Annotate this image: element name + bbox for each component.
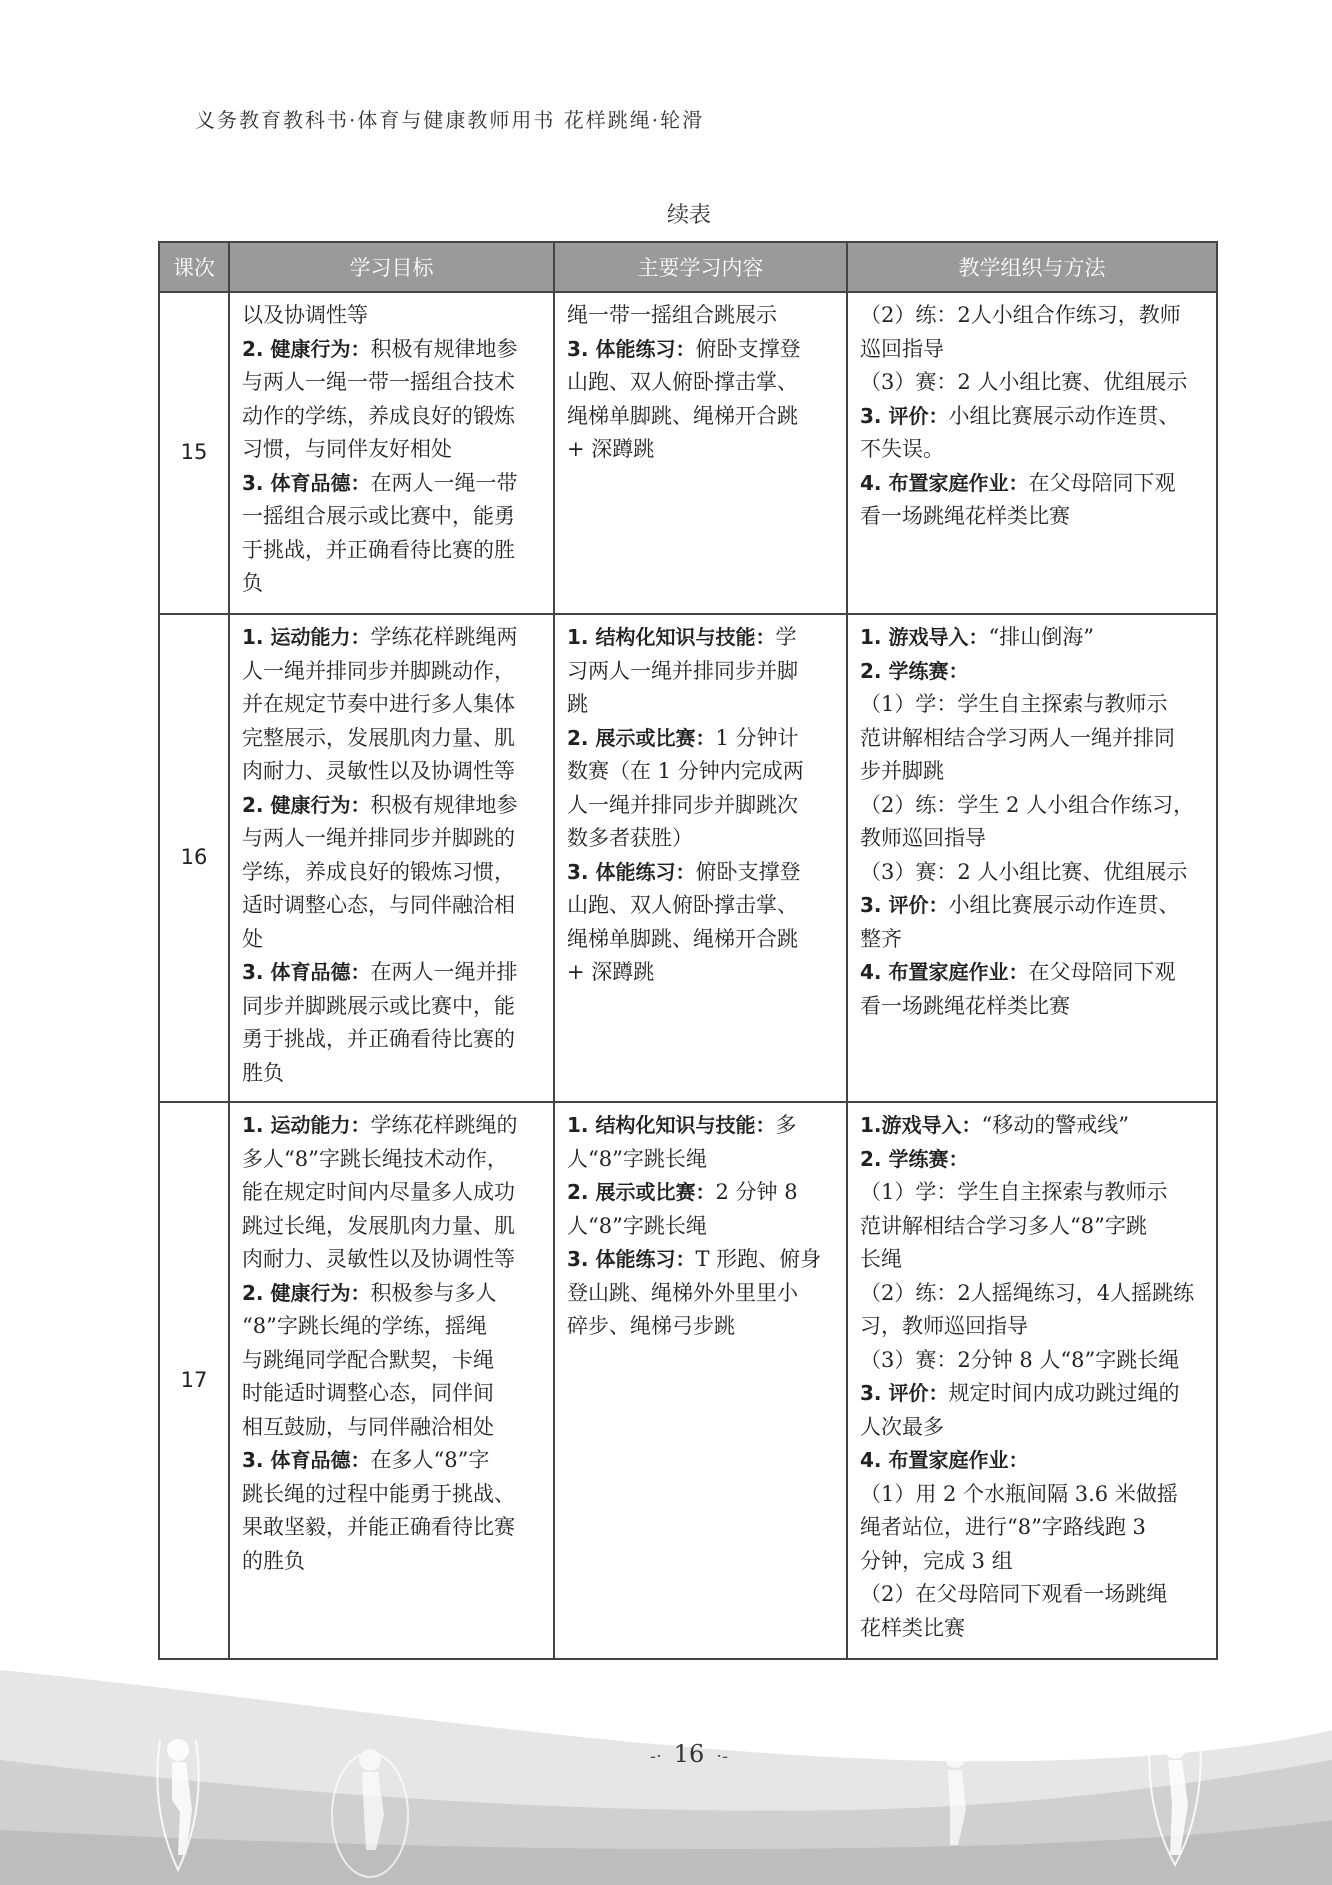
line-text: 完整展示，发展肌肉力量、肌 [242, 725, 515, 750]
line-text: 教师巡回指导 [860, 826, 986, 850]
cell-line [242, 1210, 541, 1244]
line-text: “移动的警戒线” [981, 1113, 1129, 1137]
cell-line [860, 467, 1204, 501]
cell-line [860, 1444, 1204, 1478]
line-text: 胜负 [242, 1060, 284, 1085]
cell-line [242, 1176, 541, 1210]
cell-line [860, 856, 1204, 890]
line-label: 4. 布置家庭作业： [860, 470, 1029, 495]
cell-methods [847, 614, 1217, 1102]
line-text: 人一绳并排同步并脚跳次 [567, 792, 798, 817]
cell-line [242, 333, 541, 367]
line-label: 2. 健康行为： [242, 1280, 371, 1305]
cell-line [567, 1243, 834, 1277]
cell-line [242, 621, 541, 655]
line-text: 与两人一绳一带一摇组合技术 [242, 370, 515, 394]
cell-line [860, 789, 1204, 823]
cell-line [860, 1277, 1204, 1311]
cell-line [242, 467, 541, 501]
line-label: 1. 运动能力： [242, 1113, 371, 1137]
cell-line [242, 1109, 541, 1143]
cell-line [242, 534, 541, 568]
line-label: 2. 健康行为： [242, 336, 371, 361]
cell-line [860, 923, 1204, 957]
line-label: 1.游戏导入： [860, 1113, 982, 1137]
line-text: 与跳绳同学配合默契，卡绳 [242, 1347, 494, 1372]
cell-line [860, 1578, 1204, 1612]
cell-line [860, 500, 1204, 534]
cell-line [242, 1411, 541, 1445]
line-label: 4. 布置家庭作业： [860, 960, 1029, 984]
cell-line [242, 1277, 541, 1311]
cell-line [860, 1344, 1204, 1378]
line-label: 3. 评价： [860, 893, 949, 917]
cell-line [860, 1243, 1204, 1277]
line-label: 3. 体能练习： [567, 859, 696, 884]
cell-line [860, 655, 1204, 689]
line-label: 2. 健康行为： [242, 792, 371, 817]
line-text: 不失误。 [860, 437, 944, 461]
cell-line [242, 567, 541, 601]
line-text: 分钟，完成 3 组 [860, 1548, 1013, 1573]
cell-line [860, 1143, 1204, 1177]
cell-line [860, 1210, 1204, 1244]
line-text: 同步并脚跳展示或比赛中，能 [242, 993, 515, 1018]
line-text: 学练花样跳绳的 [370, 1113, 518, 1137]
cell-line [860, 621, 1204, 655]
cell-line [242, 789, 541, 823]
cell-line [860, 433, 1204, 467]
cell-line [242, 1243, 541, 1277]
cell-line [567, 299, 834, 333]
line-text: + 深蹲跳 [567, 960, 655, 984]
line-text: 于挑战，并正确看待比赛的胜 [242, 537, 515, 562]
table-row [159, 614, 1217, 1102]
cell-line [567, 755, 834, 789]
line-text: 在两人一绳并排 [370, 960, 518, 984]
line-label: 2. 展示或比赛： [567, 725, 716, 750]
cell-line [567, 856, 834, 890]
line-text: 跳过长绳，发展肌肉力量、肌 [242, 1213, 515, 1238]
line-text: （2）练：2人摇绳练习，4人摇跳练 [860, 1280, 1195, 1305]
col-header-goals: 学习目标 [229, 242, 554, 292]
line-text: 在父母陪同下观 [1028, 470, 1176, 495]
table-header-row [159, 242, 1217, 292]
table-row [159, 1102, 1217, 1659]
line-text: 跳长绳的过程中能勇于挑战、 [242, 1481, 515, 1506]
line-text: （1）学：学生自主探索与教师示 [860, 1180, 1168, 1204]
line-text: 数赛（在 1 分钟内完成两 [567, 759, 804, 783]
line-text: 并在规定节奏中进行多人集体 [242, 692, 515, 716]
line-label: 1. 结构化知识与技能： [567, 625, 776, 649]
line-text: 能在规定时间内尽量多人成功 [242, 1180, 515, 1204]
cell-line [242, 889, 541, 923]
line-text: 一摇组合展示或比赛中，能勇 [242, 504, 515, 528]
cell-line [860, 755, 1204, 789]
line-text: （2）练：2人小组合作练习，教师 [860, 303, 1181, 327]
cell-line [242, 1511, 541, 1545]
cell-line [860, 1545, 1204, 1579]
line-label: 1. 结构化知识与技能： [567, 1113, 776, 1137]
line-text: 肉耐力、灵敏性以及协调性等 [242, 1247, 515, 1271]
table-caption: 续表 [666, 203, 711, 228]
line-text: 步并脚跳 [860, 759, 944, 783]
line-label: 3. 体育品德： [242, 1448, 371, 1472]
cell-content [554, 1102, 847, 1659]
line-text: 积极有规律地参 [370, 336, 518, 361]
cell-line [242, 1344, 541, 1378]
line-text: 习，教师巡回指导 [860, 1314, 1028, 1338]
line-text: 时能适时调整心态，同伴间 [242, 1381, 494, 1405]
line-text: 登山跳、绳梯外外里里小 [567, 1280, 798, 1305]
cell-line [242, 500, 541, 534]
line-text: 人“8”字跳长绳 [567, 1146, 707, 1171]
cell-content [554, 614, 847, 1102]
lesson-number: 17 [159, 1102, 229, 1659]
cell-line [567, 400, 834, 434]
line-text: 适时调整心态，与同伴融洽相 [242, 893, 515, 917]
line-text: 积极参与多人 [370, 1280, 497, 1305]
line-text: （2）练：学生 2 人小组合作练习， [860, 792, 1195, 817]
line-text: 看一场跳绳花样类比赛 [860, 504, 1070, 528]
line-text: 学练花样跳绳两 [370, 625, 518, 649]
cell-line [242, 856, 541, 890]
line-text: （1）学：学生自主探索与教师示 [860, 692, 1168, 716]
line-text: 碎步、绳梯弓步跳 [567, 1314, 735, 1338]
line-text: 勇于挑战，并正确看待比赛的 [242, 1027, 515, 1051]
line-label: 2. 学练赛： [860, 1146, 969, 1171]
line-text: 果敢坚毅，并能正确看待比赛 [242, 1515, 515, 1539]
line-text: 巡回指导 [860, 336, 944, 361]
cell-line [242, 755, 541, 789]
cell-methods [847, 292, 1217, 614]
line-text: 俯卧支撑登 [695, 336, 801, 361]
cell-line [860, 990, 1204, 1024]
cell-line [860, 333, 1204, 367]
cell-line [860, 1310, 1204, 1344]
line-label: 3. 评价： [860, 1381, 949, 1405]
cell-line [242, 688, 541, 722]
line-text: 规定时间内成功跳过绳的 [948, 1381, 1180, 1405]
line-text: 在两人一绳一带 [370, 470, 518, 495]
line-text: 与两人一绳并排同步并脚跳的 [242, 826, 515, 850]
line-text: “8”字跳长绳的学练，摇绳 [242, 1314, 487, 1338]
lesson-number: 15 [159, 292, 229, 614]
cell-line [242, 1545, 541, 1579]
cell-line [242, 1143, 541, 1177]
line-text: 习两人一绳并排同步并脚 [567, 658, 798, 683]
cell-line [860, 299, 1204, 333]
line-text: （3）赛：2 人小组比赛、优组展示 [860, 859, 1188, 884]
line-text: 整齐 [860, 926, 902, 951]
cell-line [242, 1023, 541, 1057]
cell-line [567, 366, 834, 400]
col-header-lesson: 课次 [159, 242, 229, 292]
cell-line [860, 956, 1204, 990]
cell-line [242, 1377, 541, 1411]
line-text: 山跑、双人俯卧撑击掌、 [567, 893, 798, 917]
line-text: 负 [242, 571, 263, 595]
line-text: 处 [242, 926, 263, 951]
line-text: （3）赛：2分钟 8 人“8”字跳长绳 [860, 1347, 1180, 1372]
line-text: 积极有规律地参 [370, 792, 518, 817]
cell-line [242, 433, 541, 467]
cell-line [242, 1310, 541, 1344]
cell-line [860, 1176, 1204, 1210]
cell-line [242, 990, 541, 1024]
page-dash-right: ·- [716, 1746, 729, 1767]
line-text: 学练，养成良好的锻炼习惯， [242, 859, 515, 884]
line-text: 在多人“8”字 [370, 1448, 490, 1472]
cell-line [567, 722, 834, 756]
cell-line [567, 822, 834, 856]
line-text: 小组比赛展示动作连贯、 [948, 893, 1180, 917]
cell-line [860, 722, 1204, 756]
cell-line [242, 722, 541, 756]
page-number-row [0, 1740, 1332, 1768]
cell-line [242, 956, 541, 990]
cell-content [554, 292, 847, 614]
cell-line [860, 822, 1204, 856]
line-label: 3. 评价： [860, 403, 949, 428]
cell-line [242, 299, 541, 333]
line-text: 以及协调性等 [242, 303, 368, 327]
cell-line [242, 1444, 541, 1478]
line-text: 肉耐力、灵敏性以及协调性等 [242, 759, 515, 783]
line-text: 绳梯单脚跳、绳梯开合跳 [567, 403, 798, 428]
table-row [159, 292, 1217, 614]
line-text: 人次最多 [860, 1414, 944, 1439]
line-text: （3）赛：2 人小组比赛、优组展示 [860, 370, 1188, 394]
cell-line [860, 688, 1204, 722]
line-text: 绳梯单脚跳、绳梯开合跳 [567, 926, 798, 951]
cell-line [860, 1478, 1204, 1512]
line-label: 3. 体育品德： [242, 960, 371, 984]
cell-line [860, 1377, 1204, 1411]
line-text: 花样类比赛 [860, 1615, 965, 1640]
page-number: 16 [673, 1740, 705, 1768]
line-label: 2. 展示或比赛： [567, 1180, 716, 1204]
line-text: 在父母陪同下观 [1028, 960, 1176, 984]
line-text: “排山倒海” [988, 625, 1094, 649]
line-text: 绳一带一摇组合跳展示 [567, 303, 777, 327]
cell-line [567, 1310, 834, 1344]
cell-line [567, 956, 834, 990]
line-text: T 形跑、俯身 [695, 1247, 822, 1271]
col-header-content: 主要学习内容 [554, 242, 847, 292]
cell-line [567, 1143, 834, 1177]
line-text: 人一绳并排同步并脚跳动作， [242, 658, 515, 683]
cell-line [860, 889, 1204, 923]
cell-line [860, 1109, 1204, 1143]
line-text: 相互鼓励，与同伴融洽相处 [242, 1414, 494, 1439]
cell-line [567, 621, 834, 655]
line-label: 1. 游戏导入： [860, 625, 989, 649]
cell-line [567, 789, 834, 823]
line-text: 绳者站位，进行“8”字路线跑 3 [860, 1515, 1146, 1539]
line-text: 1 分钟计 [715, 725, 799, 750]
cell-line [242, 822, 541, 856]
cell-line [242, 655, 541, 689]
line-text: 长绳 [860, 1247, 902, 1271]
table-body [159, 292, 1217, 1659]
cell-line [242, 1057, 541, 1091]
cell-line [567, 1109, 834, 1143]
lesson-table [158, 241, 1218, 1660]
line-text: （1）用 2 个水瓶间隔 3.6 米做摇 [860, 1481, 1178, 1506]
cell-line [242, 923, 541, 957]
running-header: 义务教育教科书·体育与健康教师用书 花样跳绳·轮滑 [195, 108, 705, 132]
cell-line [567, 889, 834, 923]
cell-line [242, 366, 541, 400]
line-text: 跳 [567, 692, 588, 716]
line-label: 1. 运动能力： [242, 625, 371, 649]
cell-line [860, 1511, 1204, 1545]
line-text: + 深蹲跳 [567, 437, 655, 461]
line-label: 2. 学练赛： [860, 658, 969, 683]
line-text: （2）在父母陪同下观看一场跳绳 [860, 1582, 1168, 1606]
cell-line [567, 1176, 834, 1210]
cell-goals [229, 292, 554, 614]
cell-line [567, 655, 834, 689]
line-text: 范讲解相结合学习两人一绳并排同 [860, 725, 1175, 750]
line-label: 4. 布置家庭作业： [860, 1448, 1029, 1472]
cell-line [567, 1210, 834, 1244]
line-text: 多人“8”字跳长绳技术动作， [242, 1146, 508, 1171]
line-label: 3. 体能练习： [567, 1247, 696, 1271]
cell-line [242, 400, 541, 434]
col-header-methods: 教学组织与方法 [847, 242, 1217, 292]
cell-goals [229, 614, 554, 1102]
line-label: 3. 体育品德： [242, 470, 371, 495]
cell-line [567, 923, 834, 957]
line-text: 人“8”字跳长绳 [567, 1213, 707, 1238]
line-text: 山跑、双人俯卧撑击掌、 [567, 370, 798, 394]
line-text: 数多者获胜） [567, 826, 693, 850]
line-text: 看一场跳绳花样类比赛 [860, 993, 1070, 1018]
line-text: 动作的学练，养成良好的锻炼 [242, 403, 515, 428]
page-dash-left: -· [649, 1746, 662, 1767]
cell-line [567, 333, 834, 367]
cell-line [860, 1411, 1204, 1445]
cell-line [567, 688, 834, 722]
cell-goals [229, 1102, 554, 1659]
cell-line [860, 366, 1204, 400]
line-text: 小组比赛展示动作连贯、 [948, 403, 1180, 428]
cell-line [567, 433, 834, 467]
line-label: 3. 体能练习： [567, 336, 696, 361]
lesson-number: 16 [159, 614, 229, 1102]
cell-methods [847, 1102, 1217, 1659]
line-text: 2 分钟 8 [715, 1180, 798, 1204]
line-text: 的胜负 [242, 1548, 305, 1573]
line-text: 俯卧支撑登 [695, 859, 801, 884]
cell-line [860, 400, 1204, 434]
cell-line [242, 1478, 541, 1512]
cell-line [567, 1277, 834, 1311]
line-text: 多 [775, 1113, 797, 1137]
line-text: 习惯，与同伴友好相处 [242, 437, 452, 461]
line-text: 学 [775, 625, 797, 649]
line-text: 范讲解相结合学习多人“8”字跳 [860, 1213, 1147, 1238]
